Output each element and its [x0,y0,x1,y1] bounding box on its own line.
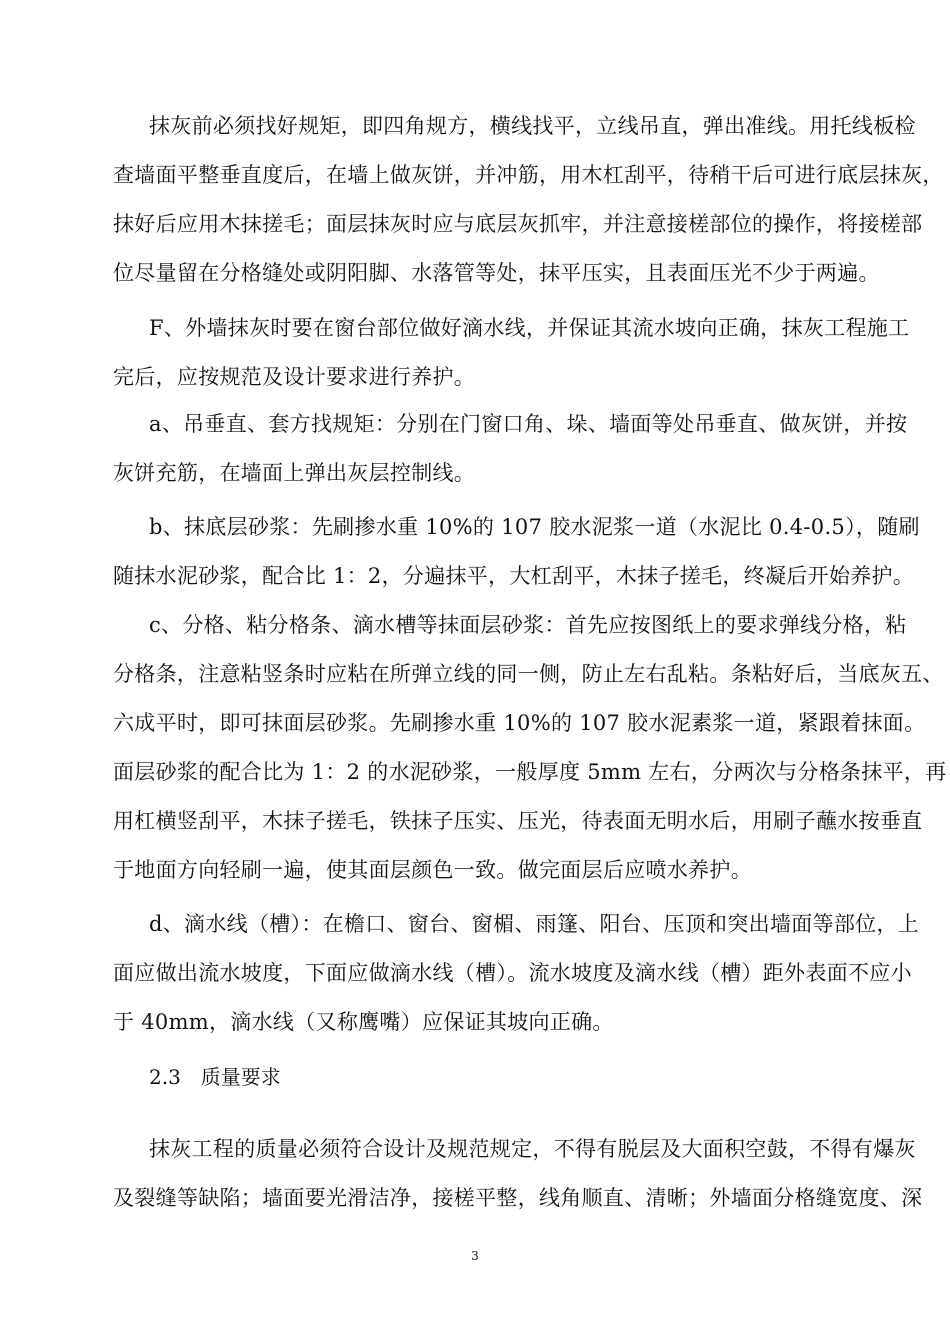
paragraph-line: 六成平时，即可抹面层砂浆。先刷掺水重 10%的 107 胶水泥素浆一道，紧跟着抹面。 [113,711,926,735]
paragraph-line: 面应做出流水坡度，下面应做滴水线（槽）。流水坡度及滴水线（槽）距外表面不应小 [113,961,912,985]
paragraph-line: 查墙面平整垂直度后，在墙上做灰饼，并冲筋，用木杠刮平，待稍干后可进行底层抹灰， [113,163,944,187]
paragraph-line: 用杠横竖刮平，木抹子搓毛，铁抹子压实、压光，待表面无明水后，用刷子蘸水按垂直 [113,809,923,833]
paragraph-line: a、吊垂直、套方找规矩：分别在门窗口角、垛、墙面等处吊垂直、做灰饼，并按 [149,412,908,436]
paragraph-line: 分格条，注意粘竖条时应粘在所弹立线的同一侧，防止左右乱粘。条粘好后，当底灰五、 [113,662,944,686]
paragraph-line: 抹好后应用木抹搓毛；面层抹灰时应与底层灰抓牢，并注意接槎部位的操作，将接槎部 [113,212,923,236]
paragraph-line: 灰饼充筋，在墙面上弹出灰层控制线。 [113,461,476,485]
paragraph-line: 抹灰前必须找好规矩，即四角规方，横线找平，立线吊直，弹出准线。用托线板检 [149,114,916,138]
paragraph-line: 抹灰工程的质量必须符合设计及规范规定，不得有脱层及大面积空鼓，不得有爆灰 [149,1137,916,1161]
section-heading: 2.3 质量要求 [149,1065,281,1089]
paragraph-line: 随抹水泥砂浆，配合比 1：2，分遍抹平，大杠刮平，木抹子搓毛，终凝后开始养护。 [113,564,915,588]
paragraph-line: d、滴水线（槽）：在檐口、窗台、窗楣、雨篷、阳台、压顶和突出墙面等部位，上 [149,912,920,936]
paragraph-line: 完后，应按规范及设计要求进行养护。 [113,365,476,389]
paragraph-line: b、抹底层砂浆：先刷掺水重 10%的 107 胶水泥浆一道（水泥比 0.4-0.5），随刷 [149,515,920,539]
paragraph-line: 位尽量留在分格缝处或阴阳脚、水落管等处，抹平压实，且表面压光不少于两遍。 [113,261,880,285]
page-number: 3 [471,1249,479,1263]
paragraph-line: 面层砂浆的配合比为 1：2 的水泥砂浆，一般厚度 5mm 左右，分两次与分格条抹平，再 [113,760,947,784]
paragraph-line: c、分格、粘分格条、滴水槽等抹面层砂浆：首先应按图纸上的要求弹线分格，粘 [149,613,907,637]
paragraph-line: 于地面方向轻刷一遍，使其面层颜色一致。做完面层后应喷水养护。 [113,858,752,882]
paragraph-line: F、外墙抹灰时要在窗台部位做好滴水线，并保证其流水坡向正确，抹灰工程施工 [149,316,910,340]
paragraph-line: 及裂缝等缺陷；墙面要光滑洁净，接槎平整，线角顺直、清晰；外墙面分格缝宽度、深 [113,1186,923,1210]
paragraph-line: 于 40mm，滴水线（又称鹰嘴）应保证其坡向正确。 [113,1010,614,1034]
